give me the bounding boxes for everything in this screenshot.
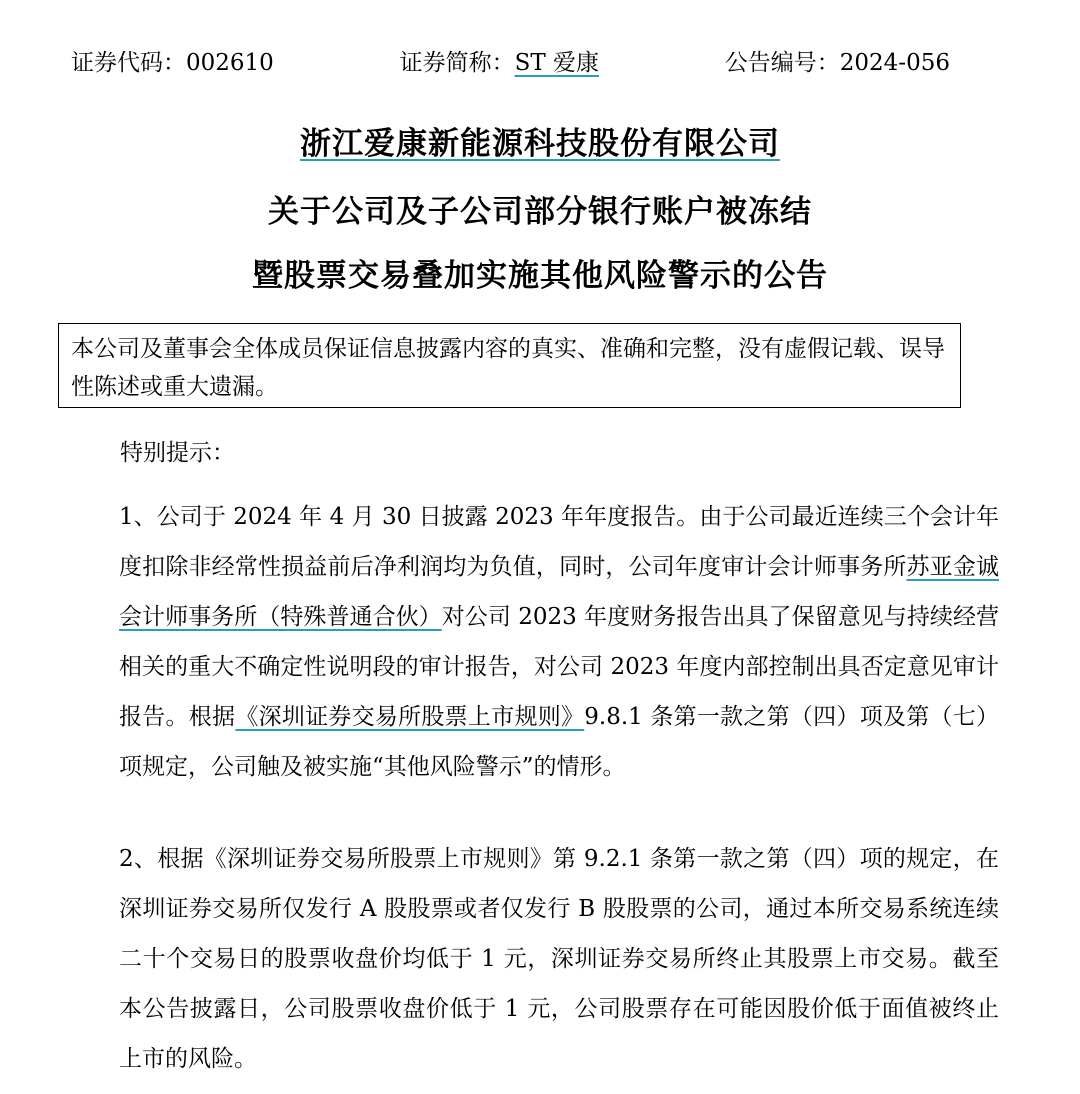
paragraph-1: 1、公司于 2024 年 4 月 30 日披露 2023 年年度报告。由于公司最近连续三个会计年度扣除非经常性损益前后净利润均为负值，同时，公司年度审计会计师事务所苏亚金诚会计师事务所（特殊普通合伙）对公司 2023 年度财务报告出具了保留意见与持续经营相关的重大不确定性说明段的审计报告，对公司 2023 年度内部控制出具否定意见审计报告。根据《深圳证券交易所股票上市规则》9.8.1 条第一款之第（四）项及第（七）项规定，公司触及被实施“其他风险警示”的情形。 xyxy=(119,504,1000,780)
board-guarantee-notice: 本公司及董事会全体成员保证信息披露内容的真实、准确和完整，没有虚假记载、误导性陈述或重大遗漏。 xyxy=(58,323,961,408)
company-title: 浙江爱康新能源科技股份有限公司 xyxy=(300,126,780,162)
stock-name-highlight: ST 爱康 xyxy=(514,49,599,76)
auditor-name-highlight: 苏亚金诚会计师事务所（特殊普通合伙） xyxy=(119,554,1000,630)
announcement-title-line-3: 暨股票交易叠加实施其他风险警示的公告 xyxy=(252,258,828,294)
announcement-title-line-2: 关于公司及子公司部分银行账户被冻结 xyxy=(268,194,812,230)
special-tip-heading: 特别提示： xyxy=(120,440,235,466)
paragraph-2: 2、根据《深圳证券交易所股票上市规则》第 9.2.1 条第一款之第（四）项的规定，在深圳证券交易所仅发行 A 股股票或者仅发行 B 股股票的公司，通过本所交易系统连续二十个交易日的股票收盘价均低于 1 元，深圳证券交易所终止其股票上市交易。截至本公告披露日，公司股票收盘价低于 1 元，公司股票存在可能因股价低于面值被终止上市的风险。 xyxy=(119,846,999,1072)
security-code: 证券代码：002610 xyxy=(71,49,274,76)
listing-rules-highlight: 《深圳证券交易所股票上市规则》 xyxy=(235,704,585,730)
announcement-number: 公告编号：2024-056 xyxy=(724,49,950,76)
security-short-name: 证券简称：ST 爱康 xyxy=(399,49,599,76)
announcement-header xyxy=(71,40,950,80)
